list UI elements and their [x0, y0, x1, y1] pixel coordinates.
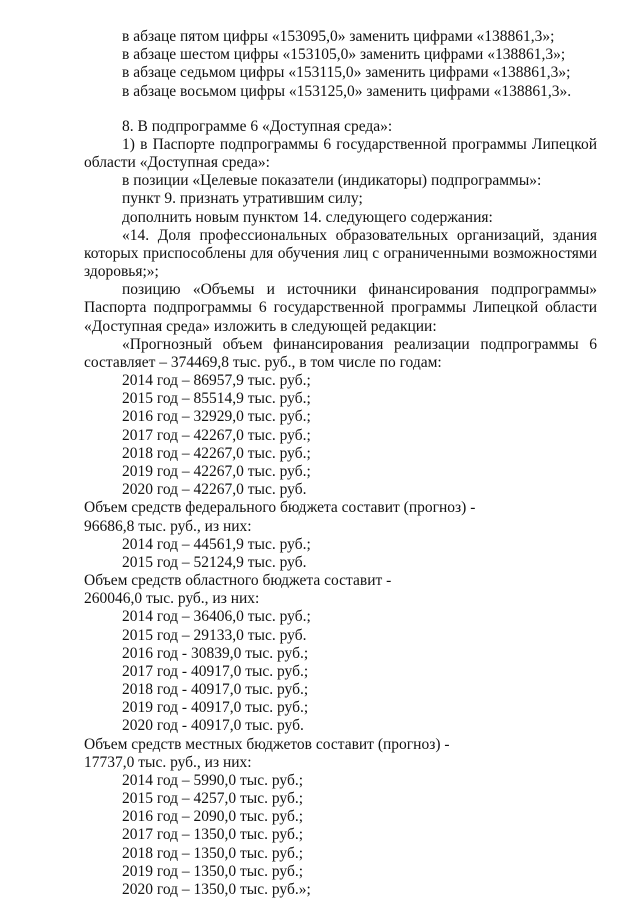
year-amount-line: 2018 год – 42267,0 тыс. руб.;: [122, 445, 311, 462]
paragraph-line: «Прогнозный объем финансирования реализации подпрограммы 6: [122, 336, 597, 353]
paragraph-line: в абзаце восьмом цифры «153125,0» заменить цифрами «138861,3».: [122, 83, 572, 100]
paragraph-line: дополнить новым пунктом 14. следующего содержания:: [122, 209, 493, 226]
year-amount-line: 2014 год – 5990,0 тыс. руб.;: [122, 772, 304, 789]
year-amount-line: 2017 год – 1350,0 тыс. руб.;: [122, 826, 304, 843]
year-amount-line: 2016 год – 2090,0 тыс. руб.;: [122, 808, 304, 825]
paragraph-line: «14. Доля профессиональных образовательных организаций, здания: [122, 227, 597, 244]
year-amount-line: 2019 год – 42267,0 тыс. руб.;: [122, 463, 311, 480]
budget-heading: Объем средств областного бюджета составит -: [84, 572, 392, 589]
paragraph-line: в абзаце пятом цифры «153095,0» заменить цифрами «138861,3»;: [122, 28, 555, 45]
year-amount-line: 2014 год – 44561,9 тыс. руб.;: [122, 536, 311, 553]
year-amount-line: 2018 год – 1350,0 тыс. руб.;: [122, 845, 304, 862]
paragraph-line: пункт 9. признать утратившим силу;: [122, 190, 363, 207]
year-amount-line: 2020 год - 40917,0 тыс. руб.: [122, 717, 304, 734]
year-amount-line: 2017 год – 42267,0 тыс. руб.;: [122, 427, 311, 444]
budget-total: 17737,0 тыс. руб., из них:: [84, 754, 252, 771]
year-amount-line: 2015 год – 85514,9 тыс. руб.;: [122, 390, 311, 407]
year-amount-line: 2018 год - 40917,0 тыс. руб.;: [122, 681, 309, 698]
section-heading: 8. В подпрограмме 6 «Доступная среда»:: [122, 118, 393, 135]
paragraph-line: которых приспособлены для обучения лиц с ограниченными возможностями: [84, 245, 597, 262]
year-amount-line: 2020 год – 42267,0 тыс. руб.: [122, 481, 307, 498]
year-amount-line: 2016 год – 32929,0 тыс. руб.;: [122, 408, 311, 425]
budget-heading: Объем средств местных бюджетов составит (прогноз) -: [84, 736, 450, 753]
year-amount-line: 2019 год - 40917,0 тыс. руб.;: [122, 699, 309, 716]
paragraph-line: 1) в Паспорте подпрограммы 6 государственной программы Липецкой: [122, 136, 597, 153]
paragraph-line: Паспорта подпрограммы 6 государственной программы Липецкой области: [84, 299, 597, 316]
paragraph-line: в абзаце седьмом цифры «153115,0» заменить цифрами «138861,3»;: [122, 64, 571, 81]
year-amount-line: 2015 год – 29133,0 тыс. руб.: [122, 627, 307, 644]
paragraph-line: составляет – 374469,8 тыс. руб., в том числе по годам:: [84, 354, 442, 371]
paragraph-line: в абзаце шестом цифры «153105,0» заменить цифрами «138861,3»;: [122, 46, 566, 63]
paragraph-line: здоровья;»;: [84, 263, 159, 280]
year-amount-line: 2014 год – 86957,9 тыс. руб.;: [122, 372, 311, 389]
paragraph-line: области «Доступная среда»:: [84, 154, 270, 171]
year-amount-line: 2016 год - 30839,0 тыс. руб.;: [122, 645, 309, 662]
year-amount-line: 2015 год – 4257,0 тыс. руб.;: [122, 790, 304, 807]
year-amount-line: 2014 год – 36406,0 тыс. руб.;: [122, 608, 311, 625]
year-amount-line: 2015 год – 52124,9 тыс. руб.: [122, 554, 307, 571]
budget-total: 260046,0 тыс. руб., из них:: [84, 590, 260, 607]
paragraph-line: в позиции «Целевые показатели (индикаторы) подпрограммы»:: [122, 172, 542, 189]
year-amount-line: 2020 год – 1350,0 тыс. руб.»;: [122, 881, 311, 898]
year-amount-line: 2017 год - 40917,0 тыс. руб.;: [122, 663, 309, 680]
paragraph-line: «Доступная среда» изложить в следующей редакции:: [84, 318, 437, 335]
budget-heading: Объем средств федерального бюджета составит (прогноз) -: [84, 499, 476, 516]
year-amount-line: 2019 год – 1350,0 тыс. руб.;: [122, 863, 304, 880]
budget-total: 96686,8 тыс. руб., из них:: [84, 518, 252, 535]
paragraph-line: позицию «Объемы и источники финансирования подпрограммы»: [122, 281, 597, 298]
